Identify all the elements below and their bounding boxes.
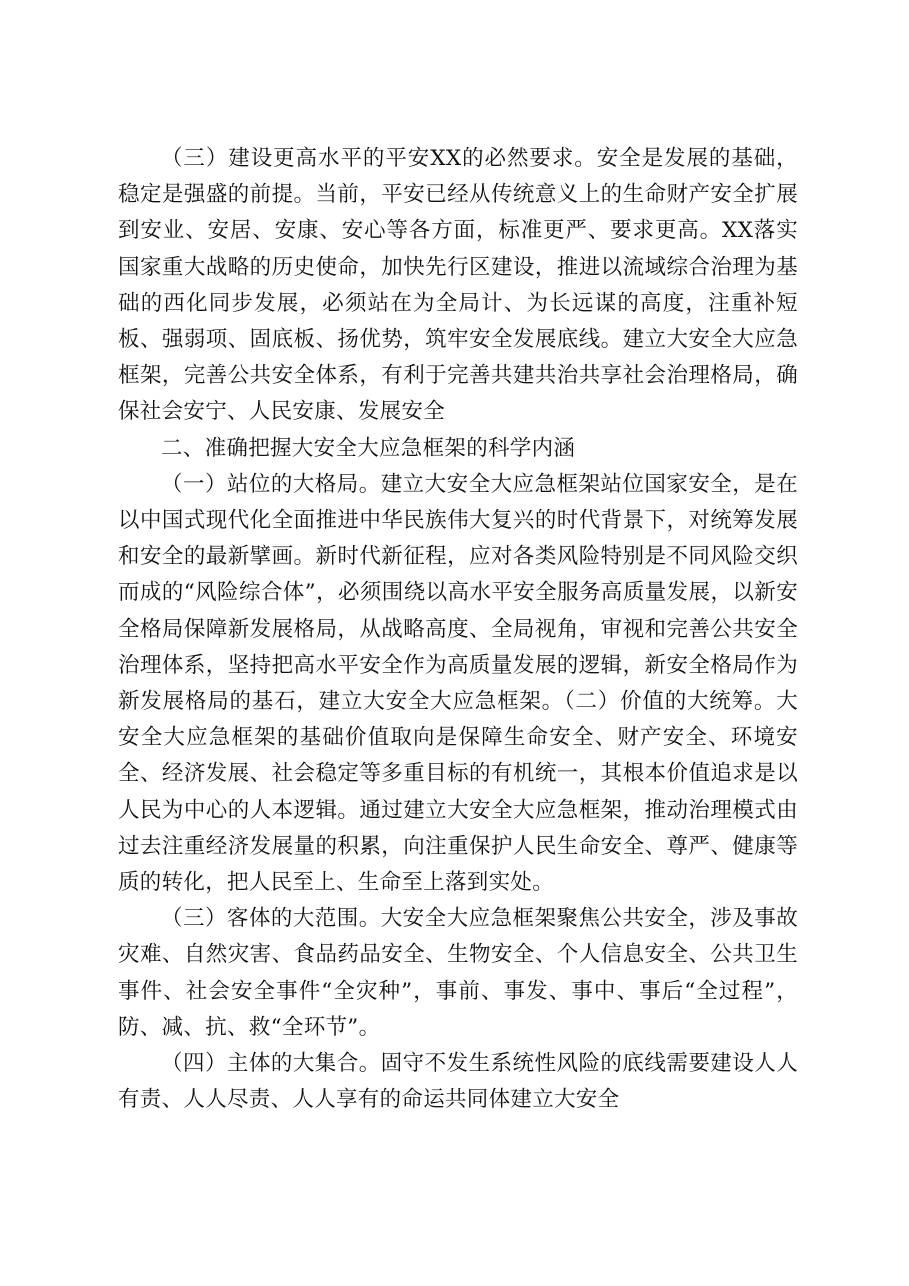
document-body: [118, 141, 798, 1118]
paragraph-overall-layout-and-value: （一）站位的大格局。建立大安全大应急框架站位国家安全，是在以中国式现代化全面推进中华民族伟大复兴的时代背景下，对统筹发展和安全的最新擘画。新时代新征程，应对各类风险特别是不同风险交织而成的“风险综合体”，必须围绕以高水平安全服务高质量发展，以新安全格局保障新发展格局，从战略高度、全局视角，审视和完善公共安全治理体系，坚持把高水平安全作为高质量发展的逻辑，新安全格局作为新发展格局的基石，建立大安全大应急框架。（二）价值的大统筹。大安全大应急框架的基础价值取向是保障生命安全、财产安全、环境安全、经济发展、社会稳定等多重目标的有机统一，其根本价值追求是以人民为中心的人本逻辑。通过建立大安全大应急框架，推动治理模式由过去注重经济发展量的积累，向注重保护人民生命安全、尊严、健康等质的转化，把人民至上、生命至上落到实处。: [118, 471, 798, 896]
paragraph-object-scope: （三）客体的大范围。大安全大应急框架聚焦公共安全，涉及事故灾难、自然灾害、食品药品安全、生物安全、个人信息安全、公共卫生事件、社会安全事件“全灾种”，事前、事发、事中、事后“全过程”，防、减、抗、救“全环节”。: [118, 906, 798, 1040]
section-heading-two: 二、准确把握大安全大应急框架的科学内涵: [161, 435, 576, 461]
paragraph-section-three-requirement: （三）建设更高水平的平安XX的必然要求。安全是发展的基础，稳定是强盛的前提。当前，平安已经从传统意义上的生命财产安全扩展到安业、安居、安康、安心等各方面，标准更严、要求更高。XX落实国家重大战略的历史使命，加快先行区建设，推进以流域综合治理为基础的西化同步发展，必须站在为全局计、为长远谋的高度，注重补短板、强弱项、固底板、扬优势，筑牢安全发展底线。建立大安全大应急框架，完善公共安全体系，有利于完善共建共治共享社会治理格局，确保社会安宁、人民安康、发展安全: [118, 146, 798, 425]
paragraph-subject-collection: （四）主体的大集合。固守不发生系统性风险的底线需要建设人人有责、人人尽责、人人享有的命运共同体建立大安全: [118, 1051, 798, 1113]
